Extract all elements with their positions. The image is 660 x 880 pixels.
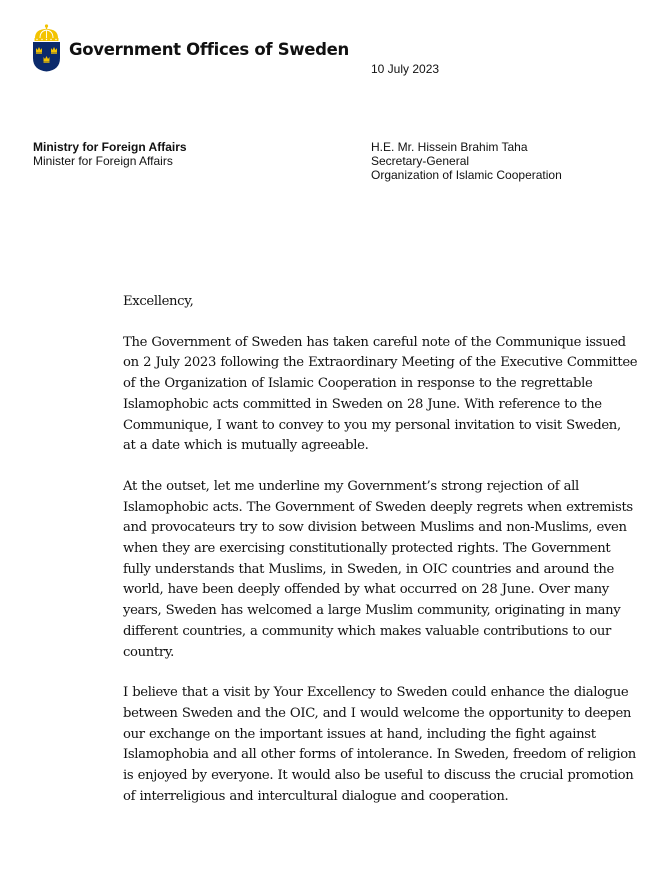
text-line: between Sweden and the OIC, and I would welcome the opportunity to deepen bbox=[123, 705, 632, 721]
text-line: at a date which is mutually agreeable. bbox=[123, 438, 369, 454]
paragraph-invitation bbox=[123, 333, 643, 457]
text-line: years, Sweden has welcomed a large Muslim community, originating in many bbox=[123, 603, 621, 619]
organization-name: Government Offices of Sweden bbox=[69, 39, 349, 59]
text-line: different countries, a community which makes valuable contributions to our bbox=[123, 623, 611, 639]
text-line: I believe that a visit by Your Excellency to Sweden could enhance the dialogue bbox=[123, 685, 629, 701]
sender-block bbox=[33, 140, 187, 168]
letter-body bbox=[123, 292, 643, 827]
text-line: At the outset, let me underline my Government’s strong rejection of all bbox=[123, 478, 579, 494]
text-line: our exchange on the important issues at hand, including the fight against bbox=[123, 726, 596, 742]
text-line: and provocateurs try to sow division between Muslims and non-Muslims, even bbox=[123, 520, 627, 536]
text-line: world, have been deeply offended by what occurred on 28 June. Over many bbox=[123, 582, 609, 598]
letterhead-logo bbox=[32, 24, 349, 72]
text-line: of the Organization of Islamic Cooperation in response to the regrettable bbox=[123, 376, 593, 392]
sender-organization: Ministry for Foreign Affairs bbox=[33, 140, 187, 154]
paragraph-rejection bbox=[123, 477, 643, 663]
swedish-three-crowns-emblem-icon bbox=[32, 24, 61, 72]
recipient-block bbox=[371, 140, 562, 182]
text-line: Islamophobic acts committed in Sweden on 28 June. With reference to the bbox=[123, 396, 602, 412]
text-line: when they are exercising constitutionally protected rights. The Government bbox=[123, 541, 611, 557]
text-line: Communique, I want to convey to you my personal invitation to visit Sweden, bbox=[123, 417, 621, 433]
text-line: fully understands that Muslims, in Sweden, in OIC countries and around the bbox=[123, 561, 614, 577]
text-line: country. bbox=[123, 644, 175, 660]
sender-title: Minister for Foreign Affairs bbox=[33, 154, 173, 168]
recipient-name: H.E. Mr. Hissein Brahim Taha bbox=[371, 140, 528, 154]
text-line: The Government of Sweden has taken careful note of the Communique issued bbox=[123, 334, 626, 350]
text-line: of interreligious and intercultural dialogue and cooperation. bbox=[123, 788, 509, 804]
paragraph-dialogue bbox=[123, 683, 643, 807]
recipient-organization: Organization of Islamic Cooperation bbox=[371, 168, 562, 182]
text-line: is enjoyed by everyone. It would also be useful to discuss the crucial promotion bbox=[123, 768, 634, 784]
text-line: on 2 July 2023 following the Extraordinary Meeting of the Executive Committee bbox=[123, 355, 638, 371]
letter-date: 10 July 2023 bbox=[371, 62, 440, 76]
recipient-title: Secretary-General bbox=[371, 154, 470, 168]
salutation: Excellency, bbox=[123, 294, 194, 309]
text-line: Islamophobia and all other forms of intolerance. In Sweden, freedom of religion bbox=[123, 747, 636, 763]
text-line: Islamophobic acts. The Government of Sweden deeply regrets when extremists bbox=[123, 499, 633, 515]
